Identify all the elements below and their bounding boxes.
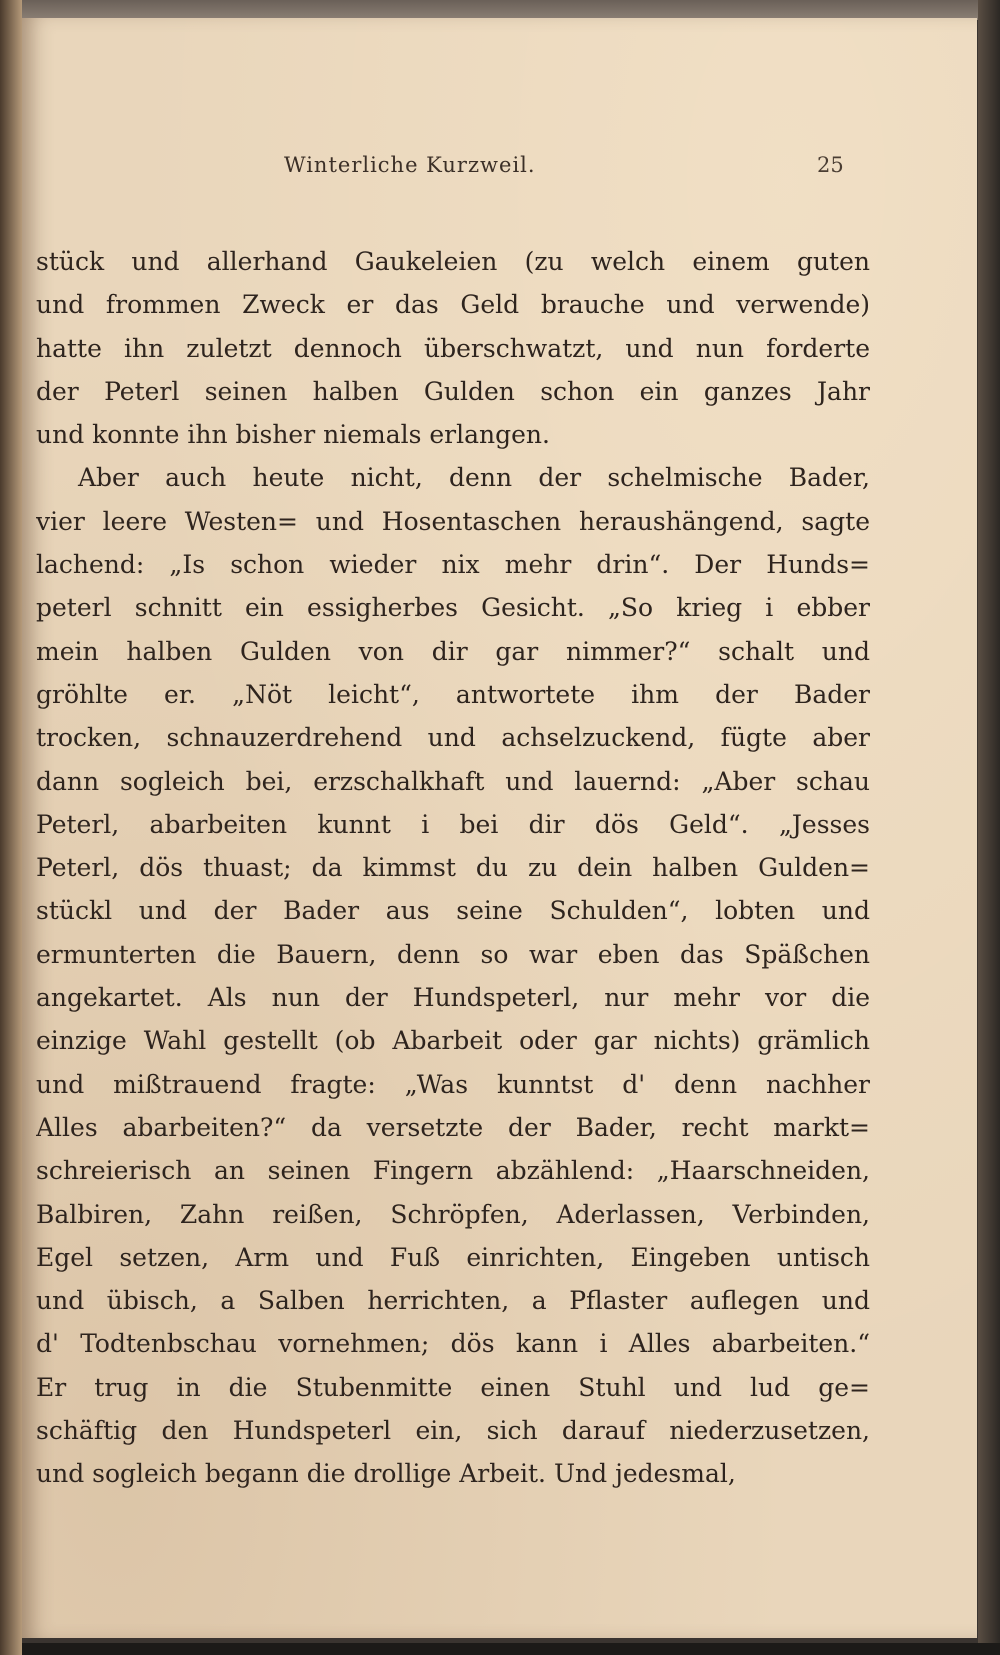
text-line: stückl und der Bader aus seine Schulden“, lobten und [36, 896, 870, 926]
book-right-edge [978, 0, 1000, 1655]
text-line: Peterl, dös thuast; da kimmst du zu dein halben Gulden= [36, 853, 870, 883]
text-line: gröhlte er. „Nöt leicht“, antwortete ihm der Bader [36, 679, 870, 709]
text-line: d' Todtenbschau vornehmen; dös kann i Alles abarbeiten.“ [36, 1329, 870, 1359]
binding-gutter [0, 0, 22, 1655]
text-line: trocken, schnauzerdrehend und achselzuckend, fügte aber [36, 723, 870, 753]
page-top-edge [0, 0, 1000, 20]
running-head-title: Winterliche Kurzweil. [284, 153, 536, 177]
text-line: schäftig den Hundspeterl ein, sich darauf niederzusetzen, [36, 1416, 870, 1446]
text-line: Alles abarbeiten?“ da versetzte der Bader, recht markt= [36, 1112, 870, 1142]
text-line: und mißtrauend fragte: „Was kunntst d' denn nachher [36, 1069, 870, 1099]
text-line: Balbiren, Zahn reißen, Schröpfen, Aderlassen, Verbinden, [36, 1199, 870, 1229]
scan-bottom-strip [0, 1643, 1000, 1655]
text-line: dann sogleich bei, erzschalkhaft und lauernd: „Aber schau [36, 766, 870, 796]
text-line: stück und allerhand Gaukeleien (zu welch einem guten [36, 247, 870, 276]
text-line: Egel setzen, Arm und Fuß einrichten, Eingeben untisch [36, 1242, 870, 1272]
text-line: angekartet. Als nun der Hundspeterl, nur mehr vor die [36, 983, 870, 1013]
text-line: Er trug in die Stubenmitte einen Stuhl und lud ge= [36, 1372, 870, 1402]
text-line: und frommen Zweck er das Geld brauche und verwende) [36, 290, 870, 320]
text-line: und übisch, a Salben herrichten, a Pflaster auflegen und [36, 1286, 870, 1316]
text-line: peterl schnitt ein essigherbes Gesicht. „So krieg i ebber [36, 593, 870, 623]
book-page [22, 18, 977, 1638]
text-line: einzige Wahl gestellt (ob Abarbeit oder gar nichts) grämlich [36, 1026, 870, 1056]
text-line: und sogleich begann die drollige Arbeit. Und jedesmal, [36, 1459, 736, 1489]
text-line: vier leere Westen= und Hosentaschen heraushängend, sagte [36, 506, 870, 536]
text-line: mein halben Gulden von dir gar nimmer?“ schalt und [36, 636, 870, 666]
page-number: 25 [817, 153, 844, 177]
text-line: ermunterten die Bauern, denn so war eben das Späßchen [36, 939, 870, 969]
text-line: der Peterl seinen halben Gulden schon ein ganzes Jahr [36, 376, 870, 406]
text-line: Aber auch heute nicht, denn der schelmische Bader, [78, 463, 870, 493]
text-line: und konnte ihn bisher niemals erlangen. [36, 420, 550, 450]
text-line: schreierisch an seinen Fingern abzählend: „Haarschneiden, [36, 1156, 870, 1186]
body-text [36, 240, 870, 1496]
text-line: Peterl, abarbeiten kunnt i bei dir dös Geld“. „Jesses [36, 809, 870, 839]
running-head [22, 153, 977, 193]
text-line: hatte ihn zuletzt dennoch überschwatzt, und nun forderte [36, 333, 870, 363]
text-line: lachend: „Is schon wieder nix mehr drin“. Der Hunds= [36, 550, 870, 580]
